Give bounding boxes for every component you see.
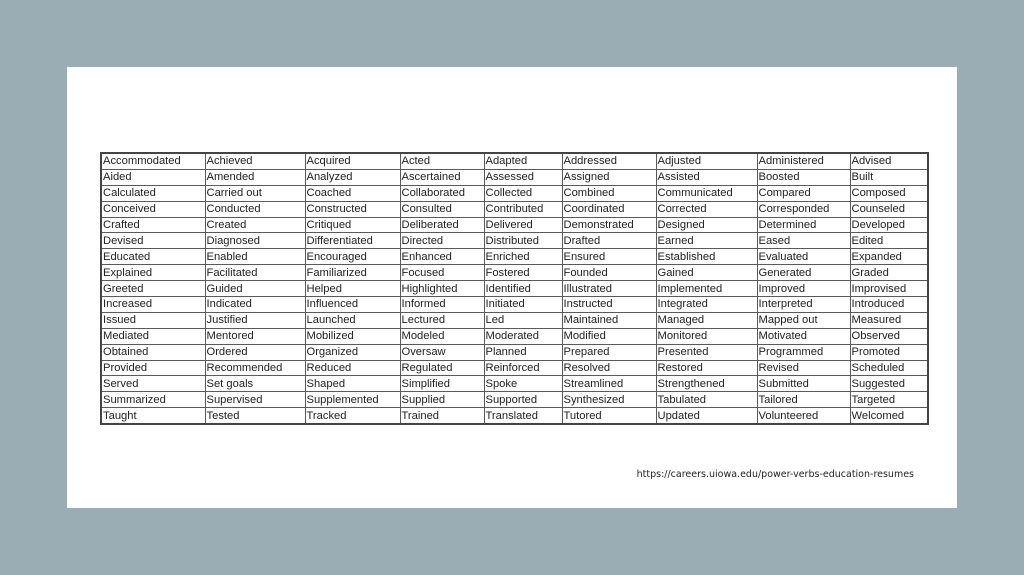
table-cell: Modified	[562, 328, 656, 344]
table-cell: Coordinated	[562, 201, 656, 217]
table-cell: Built	[850, 169, 928, 185]
table-cell: Enabled	[205, 249, 305, 265]
table-cell: Resolved	[562, 360, 656, 376]
table-cell: Administered	[757, 153, 850, 169]
table-cell: Measured	[850, 312, 928, 328]
table-cell: Founded	[562, 265, 656, 281]
table-cell: Influenced	[305, 297, 400, 313]
table-cell: Educated	[101, 249, 205, 265]
table-cell: Motivated	[757, 328, 850, 344]
table-cell: Acquired	[305, 153, 400, 169]
table-cell: Observed	[850, 328, 928, 344]
table-cell: Gained	[656, 265, 757, 281]
table-cell: Suggested	[850, 376, 928, 392]
table-cell: Analyzed	[305, 169, 400, 185]
table-cell: Composed	[850, 185, 928, 201]
table-row	[101, 281, 928, 297]
table-cell: Conducted	[205, 201, 305, 217]
table-cell: Introduced	[850, 297, 928, 313]
table-cell: Corrected	[656, 201, 757, 217]
table-cell: Adapted	[484, 153, 562, 169]
table-cell: Aided	[101, 169, 205, 185]
table-cell: Directed	[400, 233, 484, 249]
table-cell: Determined	[757, 217, 850, 233]
table-cell: Reduced	[305, 360, 400, 376]
table-cell: Regulated	[400, 360, 484, 376]
table-cell: Restored	[656, 360, 757, 376]
table-cell: Initiated	[484, 297, 562, 313]
table-cell: Mobilized	[305, 328, 400, 344]
table-cell: Devised	[101, 233, 205, 249]
table-cell: Reinforced	[484, 360, 562, 376]
table-cell: Adjusted	[656, 153, 757, 169]
table-cell: Highlighted	[400, 281, 484, 297]
slide	[67, 67, 957, 508]
table-cell: Streamlined	[562, 376, 656, 392]
table-cell: Shaped	[305, 376, 400, 392]
table-row	[101, 344, 928, 360]
table-cell: Programmed	[757, 344, 850, 360]
table-cell: Launched	[305, 312, 400, 328]
table-cell: Interpreted	[757, 297, 850, 313]
table-cell: Revised	[757, 360, 850, 376]
table-cell: Earned	[656, 233, 757, 249]
table-cell: Mediated	[101, 328, 205, 344]
table-row	[101, 312, 928, 328]
table-cell: Welcomed	[850, 408, 928, 424]
table-cell: Contributed	[484, 201, 562, 217]
table-cell: Updated	[656, 408, 757, 424]
table-cell: Established	[656, 249, 757, 265]
table-cell: Designed	[656, 217, 757, 233]
table-cell: Ensured	[562, 249, 656, 265]
table-cell: Addressed	[562, 153, 656, 169]
table-cell: Mapped out	[757, 312, 850, 328]
table-row	[101, 297, 928, 313]
table-row	[101, 201, 928, 217]
table-cell: Oversaw	[400, 344, 484, 360]
table-cell: Demonstrated	[562, 217, 656, 233]
table-cell: Calculated	[101, 185, 205, 201]
table-cell: Differentiated	[305, 233, 400, 249]
table-cell: Corresponded	[757, 201, 850, 217]
table-cell: Synthesized	[562, 392, 656, 408]
table-cell: Diagnosed	[205, 233, 305, 249]
table-cell: Submitted	[757, 376, 850, 392]
table-cell: Tailored	[757, 392, 850, 408]
table-cell: Assisted	[656, 169, 757, 185]
table-cell: Combined	[562, 185, 656, 201]
source-url: https://careers.uiowa.edu/power-verbs-education-resumes	[636, 469, 914, 480]
table-cell: Counseled	[850, 201, 928, 217]
table-cell: Fostered	[484, 265, 562, 281]
table-cell: Accommodated	[101, 153, 205, 169]
table-cell: Ascertained	[400, 169, 484, 185]
table-cell: Communicated	[656, 185, 757, 201]
table-cell: Compared	[757, 185, 850, 201]
table-cell: Tabulated	[656, 392, 757, 408]
table-cell: Simplified	[400, 376, 484, 392]
table-row	[101, 265, 928, 281]
table-cell: Carried out	[205, 185, 305, 201]
table-cell: Taught	[101, 408, 205, 424]
table-cell: Justified	[205, 312, 305, 328]
table-cell: Distributed	[484, 233, 562, 249]
table-cell: Tracked	[305, 408, 400, 424]
table-cell: Spoke	[484, 376, 562, 392]
table-cell: Indicated	[205, 297, 305, 313]
table-cell: Generated	[757, 265, 850, 281]
table-cell: Promoted	[850, 344, 928, 360]
table-cell: Graded	[850, 265, 928, 281]
table-cell: Issued	[101, 312, 205, 328]
table-cell: Translated	[484, 408, 562, 424]
table-cell: Facilitated	[205, 265, 305, 281]
table-cell: Boosted	[757, 169, 850, 185]
table-cell: Created	[205, 217, 305, 233]
table-cell: Ordered	[205, 344, 305, 360]
table-cell: Supervised	[205, 392, 305, 408]
table-cell: Achieved	[205, 153, 305, 169]
table-cell: Expanded	[850, 249, 928, 265]
table-cell: Advised	[850, 153, 928, 169]
table-cell: Tested	[205, 408, 305, 424]
table-cell: Critiqued	[305, 217, 400, 233]
table-cell: Helped	[305, 281, 400, 297]
table-row	[101, 392, 928, 408]
table-cell: Identified	[484, 281, 562, 297]
table-cell: Improved	[757, 281, 850, 297]
power-verbs-table	[100, 152, 929, 425]
table-cell: Supplemented	[305, 392, 400, 408]
table-cell: Consulted	[400, 201, 484, 217]
table-cell: Deliberated	[400, 217, 484, 233]
table-cell: Moderated	[484, 328, 562, 344]
table-cell: Volunteered	[757, 408, 850, 424]
table-cell: Enhanced	[400, 249, 484, 265]
table-cell: Conceived	[101, 201, 205, 217]
table-body	[101, 153, 928, 424]
table-cell: Prepared	[562, 344, 656, 360]
table-cell: Increased	[101, 297, 205, 313]
table-cell: Constructed	[305, 201, 400, 217]
table-cell: Monitored	[656, 328, 757, 344]
table-cell: Implemented	[656, 281, 757, 297]
table-cell: Coached	[305, 185, 400, 201]
table-cell: Developed	[850, 217, 928, 233]
table-cell: Scheduled	[850, 360, 928, 376]
table-cell: Delivered	[484, 217, 562, 233]
table-row	[101, 153, 928, 169]
table-cell: Amended	[205, 169, 305, 185]
table-cell: Maintained	[562, 312, 656, 328]
table-row	[101, 328, 928, 344]
table-cell: Greeted	[101, 281, 205, 297]
table-cell: Focused	[400, 265, 484, 281]
table-row	[101, 169, 928, 185]
table-cell: Modeled	[400, 328, 484, 344]
table-cell: Trained	[400, 408, 484, 424]
table-cell: Crafted	[101, 217, 205, 233]
table-cell: Illustrated	[562, 281, 656, 297]
table-cell: Recommended	[205, 360, 305, 376]
table-cell: Drafted	[562, 233, 656, 249]
table-cell: Acted	[400, 153, 484, 169]
table-cell: Targeted	[850, 392, 928, 408]
table-row	[101, 185, 928, 201]
table-cell: Mentored	[205, 328, 305, 344]
table-row	[101, 360, 928, 376]
table-cell: Assigned	[562, 169, 656, 185]
table-cell: Guided	[205, 281, 305, 297]
table-cell: Enriched	[484, 249, 562, 265]
table-row	[101, 233, 928, 249]
table-cell: Tutored	[562, 408, 656, 424]
table-cell: Provided	[101, 360, 205, 376]
table-cell: Managed	[656, 312, 757, 328]
table-cell: Informed	[400, 297, 484, 313]
table-row	[101, 408, 928, 424]
table-cell: Instructed	[562, 297, 656, 313]
table-cell: Summarized	[101, 392, 205, 408]
table-row	[101, 217, 928, 233]
table-cell: Obtained	[101, 344, 205, 360]
table-cell: Integrated	[656, 297, 757, 313]
table-cell: Supported	[484, 392, 562, 408]
table-cell: Organized	[305, 344, 400, 360]
table-cell: Led	[484, 312, 562, 328]
table-cell: Eased	[757, 233, 850, 249]
table-cell: Presented	[656, 344, 757, 360]
table-cell: Encouraged	[305, 249, 400, 265]
table-cell: Assessed	[484, 169, 562, 185]
table-row	[101, 376, 928, 392]
table-cell: Collected	[484, 185, 562, 201]
table-cell: Supplied	[400, 392, 484, 408]
table-cell: Explained	[101, 265, 205, 281]
table-cell: Lectured	[400, 312, 484, 328]
table-cell: Collaborated	[400, 185, 484, 201]
table-cell: Set goals	[205, 376, 305, 392]
table-cell: Strengthened	[656, 376, 757, 392]
table-cell: Familiarized	[305, 265, 400, 281]
table-cell: Evaluated	[757, 249, 850, 265]
table-cell: Served	[101, 376, 205, 392]
table-row	[101, 249, 928, 265]
table-cell: Improvised	[850, 281, 928, 297]
table-cell: Edited	[850, 233, 928, 249]
table-cell: Planned	[484, 344, 562, 360]
